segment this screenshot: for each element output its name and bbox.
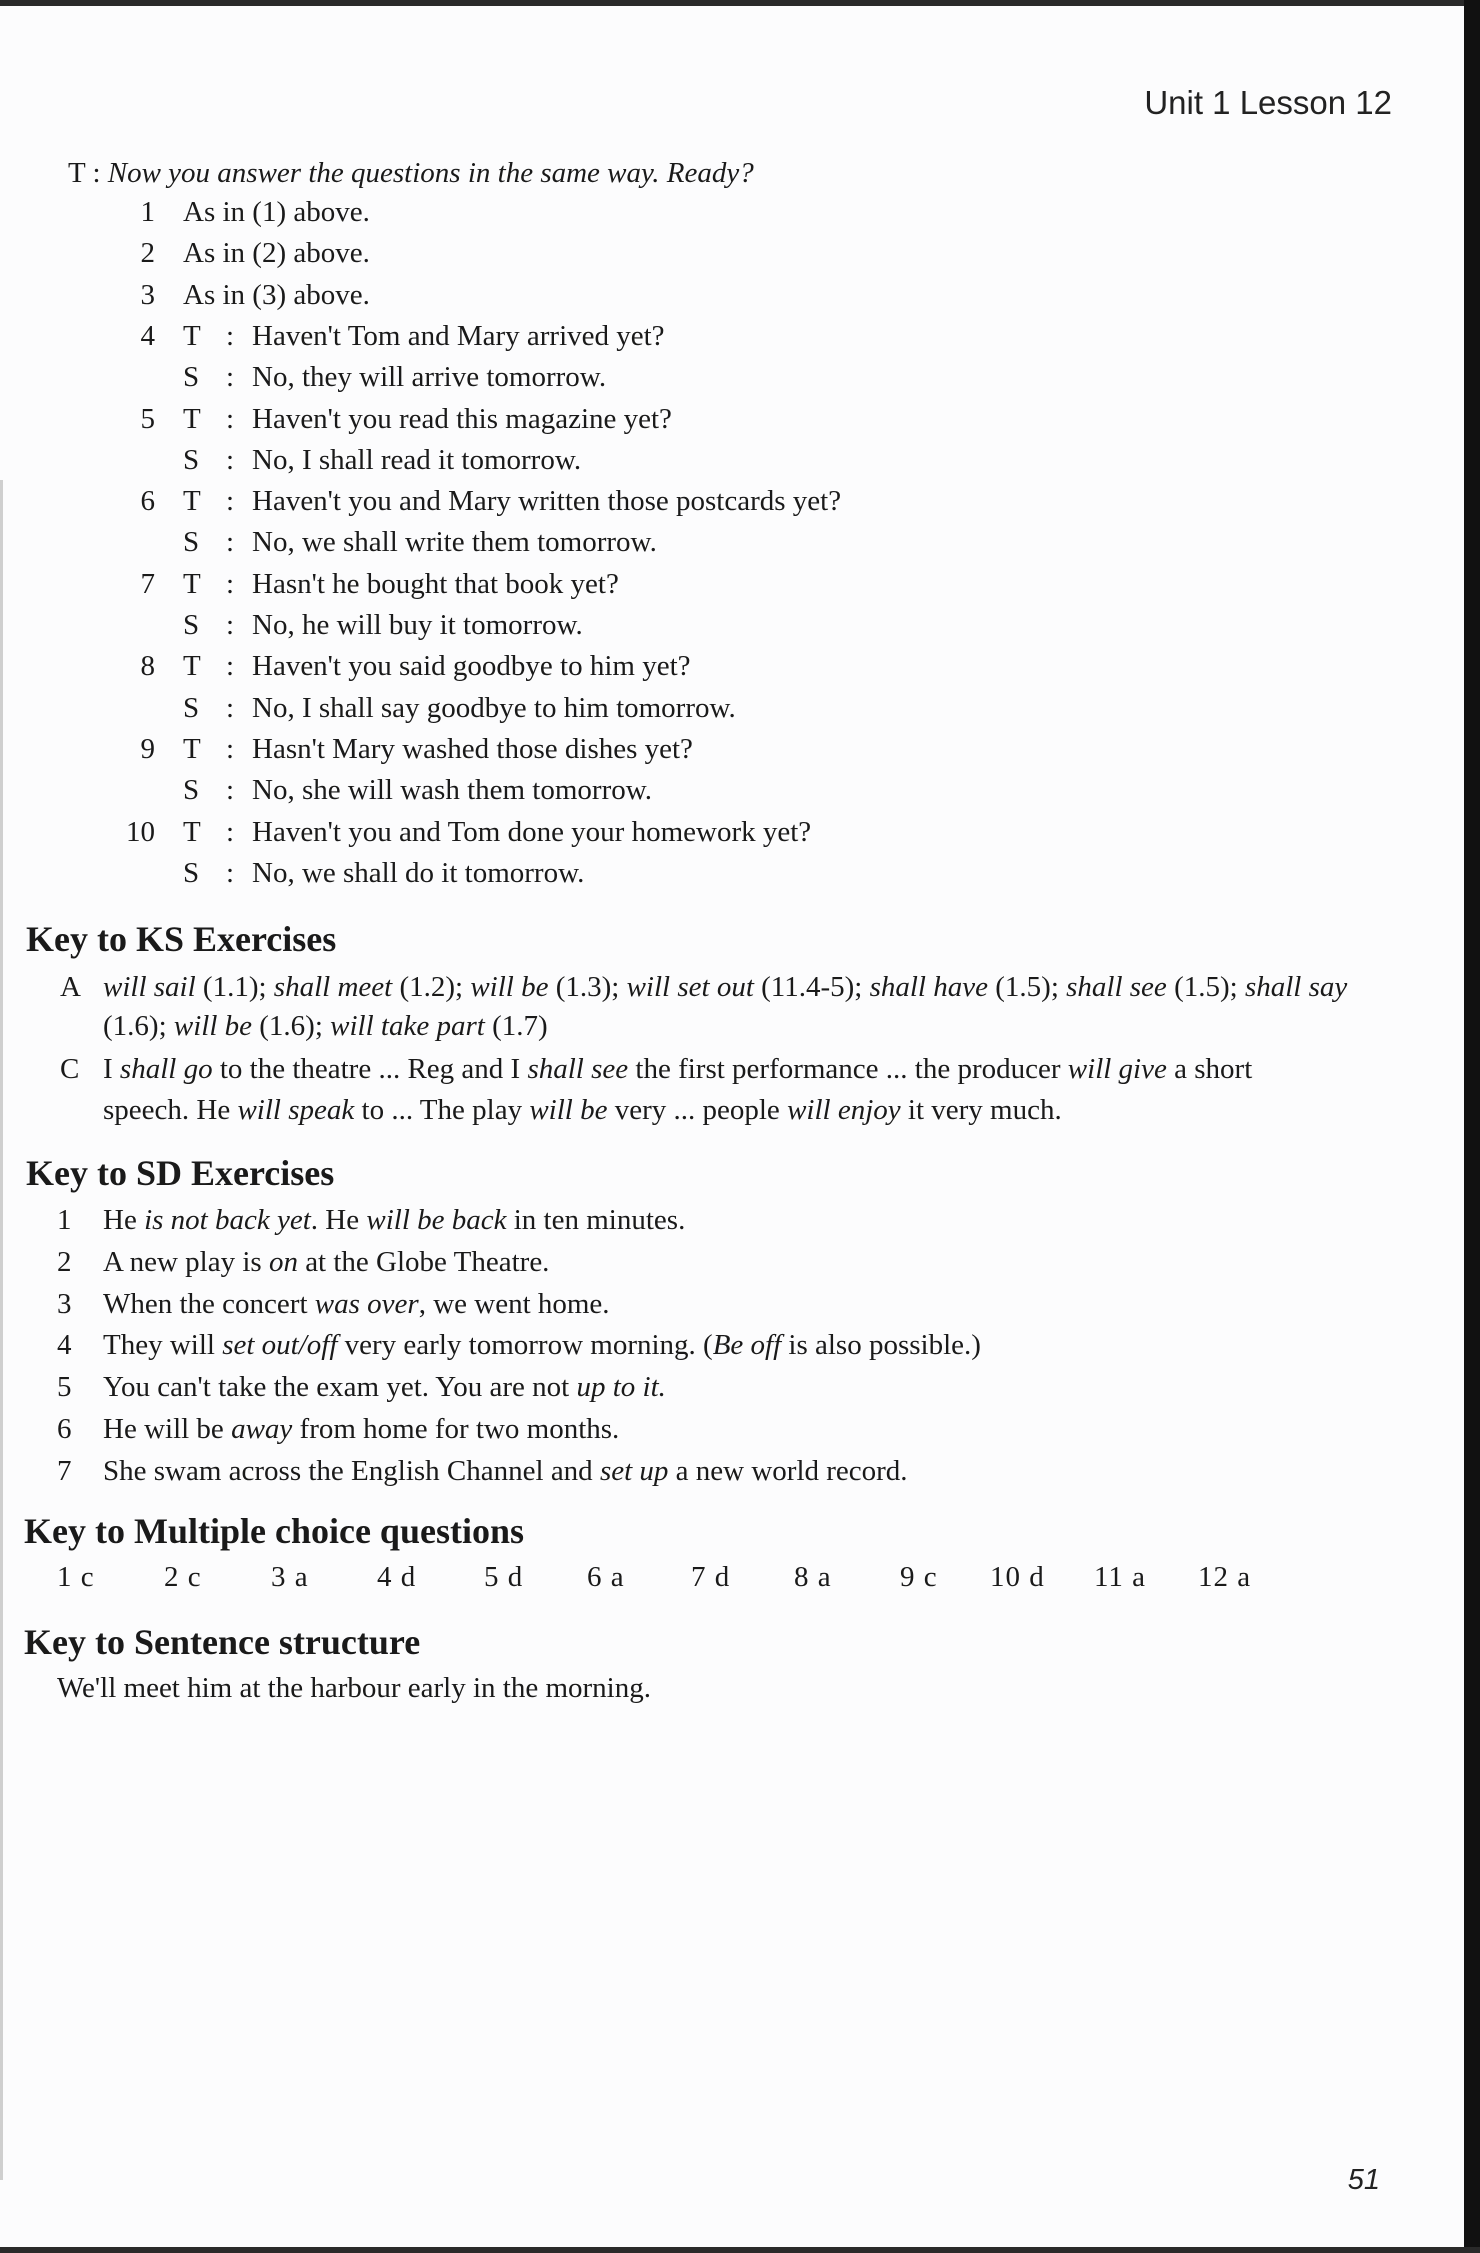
student-label: S [183,692,200,724]
text-run: to the theatre ... Reg and I [212,1053,528,1085]
drill-number: 2 [140,237,155,269]
ss-heading: Key to Sentence structure [24,1622,421,1662]
text-run: (1.5); [988,971,1067,1003]
italic-answer: will be back [366,1204,507,1236]
teacher-line: Hasn't Mary washed those dishes yet? [252,733,693,765]
colon: : [226,403,235,435]
italic-answer: is not back yet [144,1204,311,1236]
italic-answer: will enjoy [787,1094,901,1126]
teacher-line: Haven't you said goodbye to him yet? [252,650,691,682]
italic-answer: will be [470,971,549,1003]
text-run: it very much. [900,1094,1062,1126]
student-label: S [183,526,200,558]
text-run: the first performance ... the producer [628,1053,1068,1085]
colon: : [226,444,235,476]
text-run: (1.6); [103,1010,174,1042]
mc-answer: 5 d [484,1561,524,1593]
colon: : [226,857,235,889]
page-edge-right [1464,0,1480,2253]
sd-answer [103,1370,666,1404]
italic-answer: on [268,1246,298,1278]
mc-answer: 6 a [587,1561,625,1593]
sd-number: 1 [57,1204,72,1236]
text-run: (1.3); [548,971,627,1003]
page-number: 51 [1347,2164,1380,2196]
italic-answer: set up [599,1455,669,1487]
text-run: from home for two months. [292,1413,620,1445]
italic-answer: away [231,1413,293,1445]
teacher-label: T [183,320,201,352]
running-header: Unit 1 Lesson 12 [1144,84,1392,121]
student-line: No, we shall do it tomorrow. [252,857,585,889]
italic-answer: will be [173,1010,253,1042]
teacher-label: T [183,568,201,600]
mc-answer: 12 a [1198,1561,1252,1593]
text-run: (11.4-5); [753,971,870,1003]
text-run: She swam across the English Channel and [103,1455,600,1487]
intro-speaker: T : [68,157,101,189]
drill-number: 5 [140,403,155,435]
italic-answer: shall say [1244,971,1348,1003]
text-run: (1.1); [195,971,274,1003]
text-run: . He [310,1204,367,1236]
sd-number: 6 [57,1413,72,1445]
teacher-label: T [183,485,201,517]
sd-number: 7 [57,1455,72,1487]
text-run: at the Globe Theatre. [297,1246,550,1278]
ss-answer: We'll meet him at the harbour early in the morning. [57,1672,651,1704]
colon: : [226,692,235,724]
italic-answer: will be [529,1094,608,1126]
italic-answer: was over [314,1288,419,1320]
student-label: S [183,361,200,393]
mc-heading: Key to Multiple choice questions [24,1511,524,1551]
drill-number: 3 [140,279,155,311]
sd-answer [103,1245,549,1279]
student-label: S [183,444,200,476]
italic-answer: will speak [237,1094,355,1126]
text-run: When the concert [103,1288,315,1320]
colon: : [226,609,235,641]
teacher-line: Haven't you read this magazine yet? [252,403,672,435]
drill-number: 9 [140,733,155,765]
sd-number: 5 [57,1371,72,1403]
italic-answer: will take part [330,1010,485,1042]
colon: : [226,526,235,558]
drill-number: 8 [140,650,155,682]
teacher-label: T [183,403,201,435]
student-line: No, we shall write them tomorrow. [252,526,657,558]
teacher-line: Haven't you and Tom done your homework yet? [252,816,812,848]
drill-number: 1 [140,196,155,228]
text-run: He will be [103,1413,232,1445]
sd-number: 3 [57,1288,72,1320]
colon: : [226,774,235,806]
drill-line: As in (3) above. [183,279,370,311]
text-run: (1.2); [392,971,471,1003]
mc-answer: 9 c [900,1561,938,1593]
page-edge-left [0,480,3,2180]
italic-answer: Be off [712,1329,782,1361]
mc-answer: 11 a [1094,1561,1147,1593]
text-run: (1.6); [252,1010,331,1042]
sd-heading: Key to SD Exercises [26,1153,335,1193]
text-run: in ten minutes. [506,1204,686,1236]
student-line: No, I shall read it tomorrow. [252,444,582,476]
teacher-line: Hasn't he bought that book yet? [252,568,619,600]
ks-c-label: C [60,1053,80,1085]
text-run: very early tomorrow morning. ( [337,1329,713,1361]
colon: : [226,650,235,682]
colon: : [226,568,235,600]
drill-line: As in (1) above. [183,196,370,228]
sd-answer [103,1203,685,1237]
student-line: No, she will wash them tomorrow. [252,774,653,806]
text-run: (1.5); [1166,971,1245,1003]
sd-answer [103,1287,610,1321]
colon: : [226,733,235,765]
sd-number: 4 [57,1329,72,1361]
student-line: No, I shall say goodbye to him tomorrow. [252,692,736,724]
teacher-line: Haven't you and Mary written those postcards yet? [252,485,842,517]
mc-answer: 2 c [164,1561,202,1593]
student-line: No, he will buy it tomorrow. [252,609,583,641]
italic-answer: shall have [869,971,988,1003]
mc-answer: 1 c [57,1561,95,1593]
teacher-label: T [183,816,201,848]
text-run: a short [1166,1053,1253,1085]
sd-answer [103,1328,981,1362]
italic-answer: shall go [119,1053,213,1085]
italic-answer: will set out [626,971,754,1003]
text-run: speech. He [103,1094,238,1126]
ks-a-label: A [60,971,81,1003]
colon: : [226,485,235,517]
italic-answer: will give [1067,1053,1167,1085]
student-label: S [183,774,200,806]
student-label: S [183,609,200,641]
drill-number: 7 [140,568,155,600]
drill-line: As in (2) above. [183,237,370,269]
ks-c-line-1 [103,1052,1252,1086]
text-run: is also possible.) [781,1329,981,1361]
text-run: to ... The play [354,1094,530,1126]
text-run: very ... people [607,1094,788,1126]
italic-answer: shall see [1066,971,1167,1003]
student-label: S [183,857,200,889]
teacher-line: Haven't Tom and Mary arrived yet? [252,320,665,352]
italic-answer: shall meet [273,971,393,1003]
italic-answer: set out/off [222,1329,338,1361]
text-run: They will [103,1329,223,1361]
ks-c-line-2 [103,1093,1062,1127]
drill-intro [68,156,754,190]
text-run: A new play is [103,1246,269,1278]
sd-number: 2 [57,1246,72,1278]
mc-answer: 10 d [990,1561,1045,1593]
teacher-label: T [183,650,201,682]
drill-number: 4 [140,320,155,352]
italic-answer: shall see [527,1053,629,1085]
italic-answer: will sail [103,971,196,1003]
text-run: (1.7) [484,1010,548,1042]
mc-answer: 3 a [271,1561,309,1593]
page-edge-bottom [0,2247,1480,2253]
student-line: No, they will arrive tomorrow. [252,361,607,393]
teacher-label: T [183,733,201,765]
text-run: , we went home. [418,1288,610,1320]
text-run: a new world record. [668,1455,908,1487]
intro-text: Now you answer the questions in the same way. Ready? [107,157,754,189]
colon: : [226,816,235,848]
colon: : [226,361,235,393]
text-run: He [103,1204,145,1236]
drill-number: 10 [126,816,155,848]
mc-answer: 4 d [377,1561,417,1593]
sd-answer [103,1454,908,1488]
text-run: I [103,1053,120,1085]
colon: : [226,320,235,352]
mc-answer: 7 d [691,1561,731,1593]
ks-heading: Key to KS Exercises [26,919,337,959]
italic-answer: up to it. [576,1371,666,1403]
ks-a-line-2 [103,1009,548,1043]
drill-number: 6 [140,485,155,517]
sd-answer [103,1412,619,1446]
text-run: You can't take the exam yet. You are not [103,1371,577,1403]
ks-a-line-1 [103,970,1347,1004]
page-edge-top [0,0,1480,6]
mc-answer: 8 a [794,1561,832,1593]
